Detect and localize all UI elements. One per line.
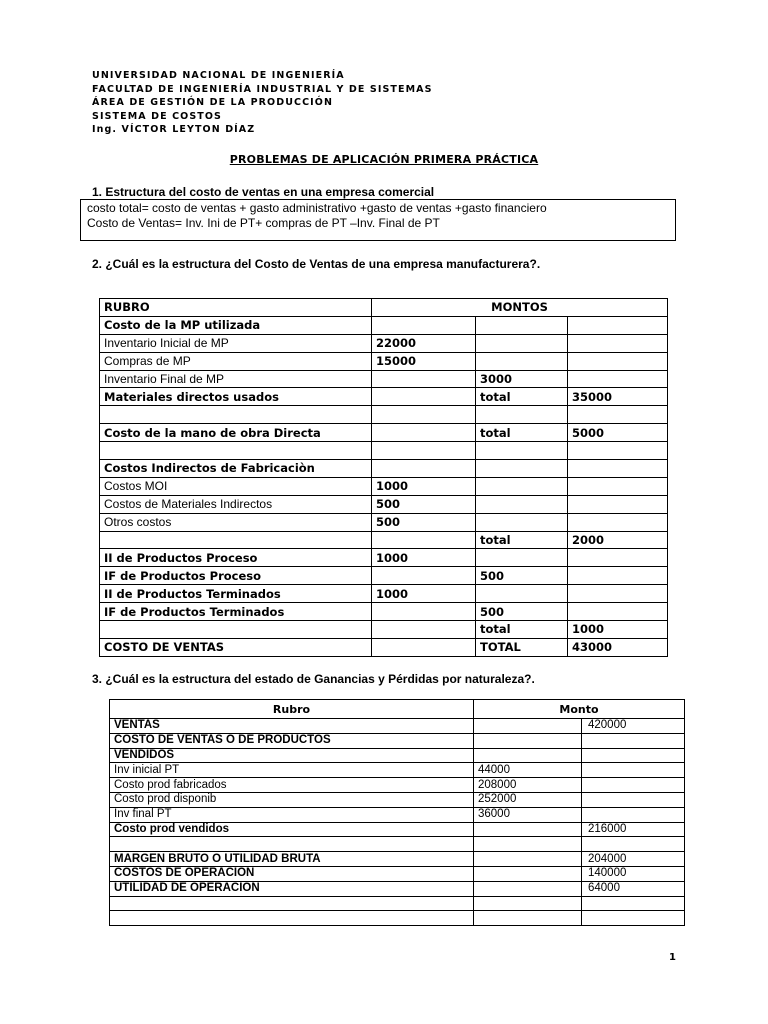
row-label: Inventario Final de MP bbox=[100, 370, 372, 388]
value-col-1 bbox=[474, 911, 582, 926]
value-col-1: 208000 bbox=[474, 778, 582, 793]
row-label: COSTO DE VENTAS bbox=[100, 638, 372, 656]
value-col-3 bbox=[568, 567, 668, 585]
value-col-3 bbox=[568, 460, 668, 478]
table-row bbox=[100, 567, 668, 585]
value-col-1: 252000 bbox=[474, 792, 582, 807]
table-row bbox=[100, 406, 668, 424]
row-label: Costo prod disponib bbox=[110, 792, 474, 807]
value-col-1: 1000 bbox=[372, 549, 476, 567]
value-col-2 bbox=[476, 406, 568, 424]
value-col-1 bbox=[372, 567, 476, 585]
table-row bbox=[100, 477, 668, 495]
row-label: Costo prod fabricados bbox=[110, 778, 474, 793]
page-title: PROBLEMAS DE APLICACIÓN PRIMERA PRÁCTICA bbox=[229, 153, 539, 166]
row-label: VENTAS bbox=[110, 719, 474, 734]
header-line: UNIVERSIDAD NACIONAL DE INGENIERÍA bbox=[92, 70, 345, 81]
value-col-2: TOTAL bbox=[476, 638, 568, 656]
value-col-3 bbox=[568, 549, 668, 567]
table-row bbox=[110, 911, 685, 926]
value-col-1 bbox=[372, 424, 476, 442]
table-row bbox=[100, 442, 668, 460]
value-col-2: 64000 bbox=[582, 881, 685, 896]
value-col-3 bbox=[568, 334, 668, 352]
row-label: Inv final PT bbox=[110, 807, 474, 822]
value-col-3: 43000 bbox=[568, 638, 668, 656]
table-row bbox=[110, 822, 685, 837]
table-row bbox=[100, 495, 668, 513]
header-rubro: Rubro bbox=[110, 700, 474, 719]
value-col-1 bbox=[372, 621, 476, 639]
value-col-3 bbox=[568, 477, 668, 495]
value-col-2 bbox=[476, 460, 568, 478]
value-col-1: 36000 bbox=[474, 807, 582, 822]
value-col-3 bbox=[568, 370, 668, 388]
value-col-2: total bbox=[476, 621, 568, 639]
row-label: COSTO DE VENTAS O DE PRODUCTOS bbox=[110, 733, 474, 748]
row-label: Costo de la MP utilizada bbox=[100, 316, 372, 334]
row-label: Inventario Inicial de MP bbox=[100, 334, 372, 352]
value-col-1: 500 bbox=[372, 513, 476, 531]
value-col-1 bbox=[474, 733, 582, 748]
value-col-1 bbox=[474, 852, 582, 867]
value-col-3 bbox=[568, 316, 668, 334]
value-col-1 bbox=[372, 388, 476, 406]
value-col-2: 216000 bbox=[582, 822, 685, 837]
value-col-2 bbox=[582, 837, 685, 852]
value-col-2: total bbox=[476, 388, 568, 406]
value-col-3: 5000 bbox=[568, 424, 668, 442]
row-label: MARGEN BRUTO O UTILIDAD BRUTA bbox=[110, 852, 474, 867]
income-statement-table bbox=[109, 699, 685, 926]
table-header-row bbox=[110, 700, 685, 719]
header-montos: MONTOS bbox=[372, 299, 668, 317]
table-row bbox=[110, 807, 685, 822]
row-label: Costos MOI bbox=[100, 477, 372, 495]
value-col-1 bbox=[474, 719, 582, 734]
value-col-1: 1000 bbox=[372, 477, 476, 495]
value-col-1 bbox=[474, 837, 582, 852]
row-label: Compras de MP bbox=[100, 352, 372, 370]
value-col-3: 1000 bbox=[568, 621, 668, 639]
value-col-1 bbox=[474, 822, 582, 837]
value-col-3: 35000 bbox=[568, 388, 668, 406]
row-label: II de Productos Proceso bbox=[100, 549, 372, 567]
row-label bbox=[100, 442, 372, 460]
table-row bbox=[110, 778, 685, 793]
value-col-2: total bbox=[476, 424, 568, 442]
row-label: Costo prod vendidos bbox=[110, 822, 474, 837]
table-row bbox=[100, 424, 668, 442]
row-label: IF de Productos Terminados bbox=[100, 603, 372, 621]
value-col-1 bbox=[372, 603, 476, 621]
row-label: Materiales directos usados bbox=[100, 388, 372, 406]
row-label: II de Productos Terminados bbox=[100, 585, 372, 603]
value-col-2 bbox=[582, 763, 685, 778]
value-col-2 bbox=[582, 807, 685, 822]
table-row bbox=[100, 316, 668, 334]
answer-line: costo total= costo de ventas + gasto administrativo +gasto de ventas +gasto financiero bbox=[87, 201, 547, 215]
value-col-3 bbox=[568, 495, 668, 513]
value-col-3 bbox=[568, 352, 668, 370]
answer-line: Costo de Ventas= Inv. Ini de PT+ compras de PT –Inv. Final de PT bbox=[87, 216, 440, 230]
value-col-2 bbox=[476, 316, 568, 334]
value-col-2 bbox=[476, 495, 568, 513]
value-col-2: 204000 bbox=[582, 852, 685, 867]
table-row bbox=[100, 460, 668, 478]
question-3: 3. ¿Cuál es la estructura del estado de Ganancias y Pérdidas por naturaleza?. bbox=[92, 672, 535, 686]
value-col-2 bbox=[476, 352, 568, 370]
table-row bbox=[100, 603, 668, 621]
table-row bbox=[110, 733, 685, 748]
value-col-1 bbox=[372, 406, 476, 424]
row-label bbox=[100, 406, 372, 424]
header-line: FACULTAD DE INGENIERÍA INDUSTRIAL Y DE SISTEMAS bbox=[92, 83, 433, 95]
value-col-2: 420000 bbox=[582, 719, 685, 734]
row-label: Costos de Materiales Indirectos bbox=[100, 495, 372, 513]
value-col-2 bbox=[476, 477, 568, 495]
question-2: 2. ¿Cuál es la estructura del Costo de Ventas de una empresa manufacturera?. bbox=[92, 257, 541, 271]
value-col-2 bbox=[582, 733, 685, 748]
header-line: Ing. VÍCTOR LEYTON DÍAZ bbox=[92, 124, 256, 135]
value-col-2: 500 bbox=[476, 603, 568, 621]
table-row bbox=[100, 352, 668, 370]
value-col-3 bbox=[568, 585, 668, 603]
header-rubro: RUBRO bbox=[100, 299, 372, 317]
value-col-2 bbox=[582, 748, 685, 763]
value-col-1 bbox=[474, 748, 582, 763]
value-col-1 bbox=[372, 638, 476, 656]
value-col-2: 3000 bbox=[476, 370, 568, 388]
value-col-3 bbox=[568, 603, 668, 621]
table-row bbox=[110, 881, 685, 896]
table-row bbox=[100, 531, 668, 549]
table-row bbox=[110, 837, 685, 852]
row-label bbox=[110, 837, 474, 852]
table-row bbox=[110, 792, 685, 807]
value-col-1 bbox=[372, 370, 476, 388]
value-col-2: 140000 bbox=[582, 866, 685, 881]
row-label: Costos Indirectos de Fabricaciòn bbox=[100, 460, 372, 478]
table-row bbox=[110, 852, 685, 867]
row-label bbox=[110, 911, 474, 926]
answer-box-1 bbox=[80, 199, 676, 241]
table-row bbox=[110, 896, 685, 911]
value-col-2 bbox=[582, 911, 685, 926]
table-row bbox=[100, 621, 668, 639]
value-col-3 bbox=[568, 513, 668, 531]
table-row bbox=[100, 638, 668, 656]
header-line: ÁREA DE GESTIÓN DE LA PRODUCCIÓN bbox=[92, 97, 334, 108]
value-col-2: 500 bbox=[476, 567, 568, 585]
table-row bbox=[100, 513, 668, 531]
value-col-2 bbox=[476, 442, 568, 460]
value-col-3: 2000 bbox=[568, 531, 668, 549]
row-label: COSTOS DE OPERACION bbox=[110, 866, 474, 881]
cost-of-sales-table bbox=[99, 298, 668, 657]
table-row bbox=[100, 388, 668, 406]
table-header-row bbox=[100, 299, 668, 317]
value-col-1: 44000 bbox=[474, 763, 582, 778]
value-col-3 bbox=[568, 442, 668, 460]
value-col-1: 500 bbox=[372, 495, 476, 513]
row-label: UTILIDAD DE OPERACION bbox=[110, 881, 474, 896]
row-label bbox=[110, 896, 474, 911]
row-label bbox=[100, 621, 372, 639]
value-col-1 bbox=[474, 881, 582, 896]
value-col-1: 15000 bbox=[372, 352, 476, 370]
table-row bbox=[110, 748, 685, 763]
value-col-2 bbox=[582, 778, 685, 793]
table-row bbox=[100, 585, 668, 603]
table-row bbox=[100, 334, 668, 352]
table-row bbox=[110, 719, 685, 734]
row-label bbox=[100, 531, 372, 549]
value-col-2 bbox=[476, 585, 568, 603]
value-col-1 bbox=[372, 531, 476, 549]
row-label: VENDIDOS bbox=[110, 748, 474, 763]
value-col-1 bbox=[372, 316, 476, 334]
value-col-1 bbox=[474, 896, 582, 911]
row-label: IF de Productos Proceso bbox=[100, 567, 372, 585]
value-col-1 bbox=[474, 866, 582, 881]
question-1: 1. Estructura del costo de ventas en una empresa comercial bbox=[92, 185, 435, 199]
value-col-1 bbox=[372, 460, 476, 478]
table-row bbox=[110, 763, 685, 778]
row-label: Otros costos bbox=[100, 513, 372, 531]
value-col-2 bbox=[582, 792, 685, 807]
header-line: SISTEMA DE COSTOS bbox=[92, 110, 222, 122]
value-col-2 bbox=[476, 513, 568, 531]
value-col-2: total bbox=[476, 531, 568, 549]
value-col-2 bbox=[582, 896, 685, 911]
value-col-1: 22000 bbox=[372, 334, 476, 352]
institution-header bbox=[92, 69, 433, 137]
table-row bbox=[100, 370, 668, 388]
value-col-3 bbox=[568, 406, 668, 424]
row-label: Costo de la mano de obra Directa bbox=[100, 424, 372, 442]
table-row bbox=[100, 549, 668, 567]
page-number: 1 bbox=[669, 952, 676, 963]
value-col-1 bbox=[372, 442, 476, 460]
value-col-2 bbox=[476, 334, 568, 352]
header-monto: Monto bbox=[474, 700, 685, 719]
row-label: Inv inicial PT bbox=[110, 763, 474, 778]
value-col-1: 1000 bbox=[372, 585, 476, 603]
value-col-2 bbox=[476, 549, 568, 567]
table-row bbox=[110, 866, 685, 881]
